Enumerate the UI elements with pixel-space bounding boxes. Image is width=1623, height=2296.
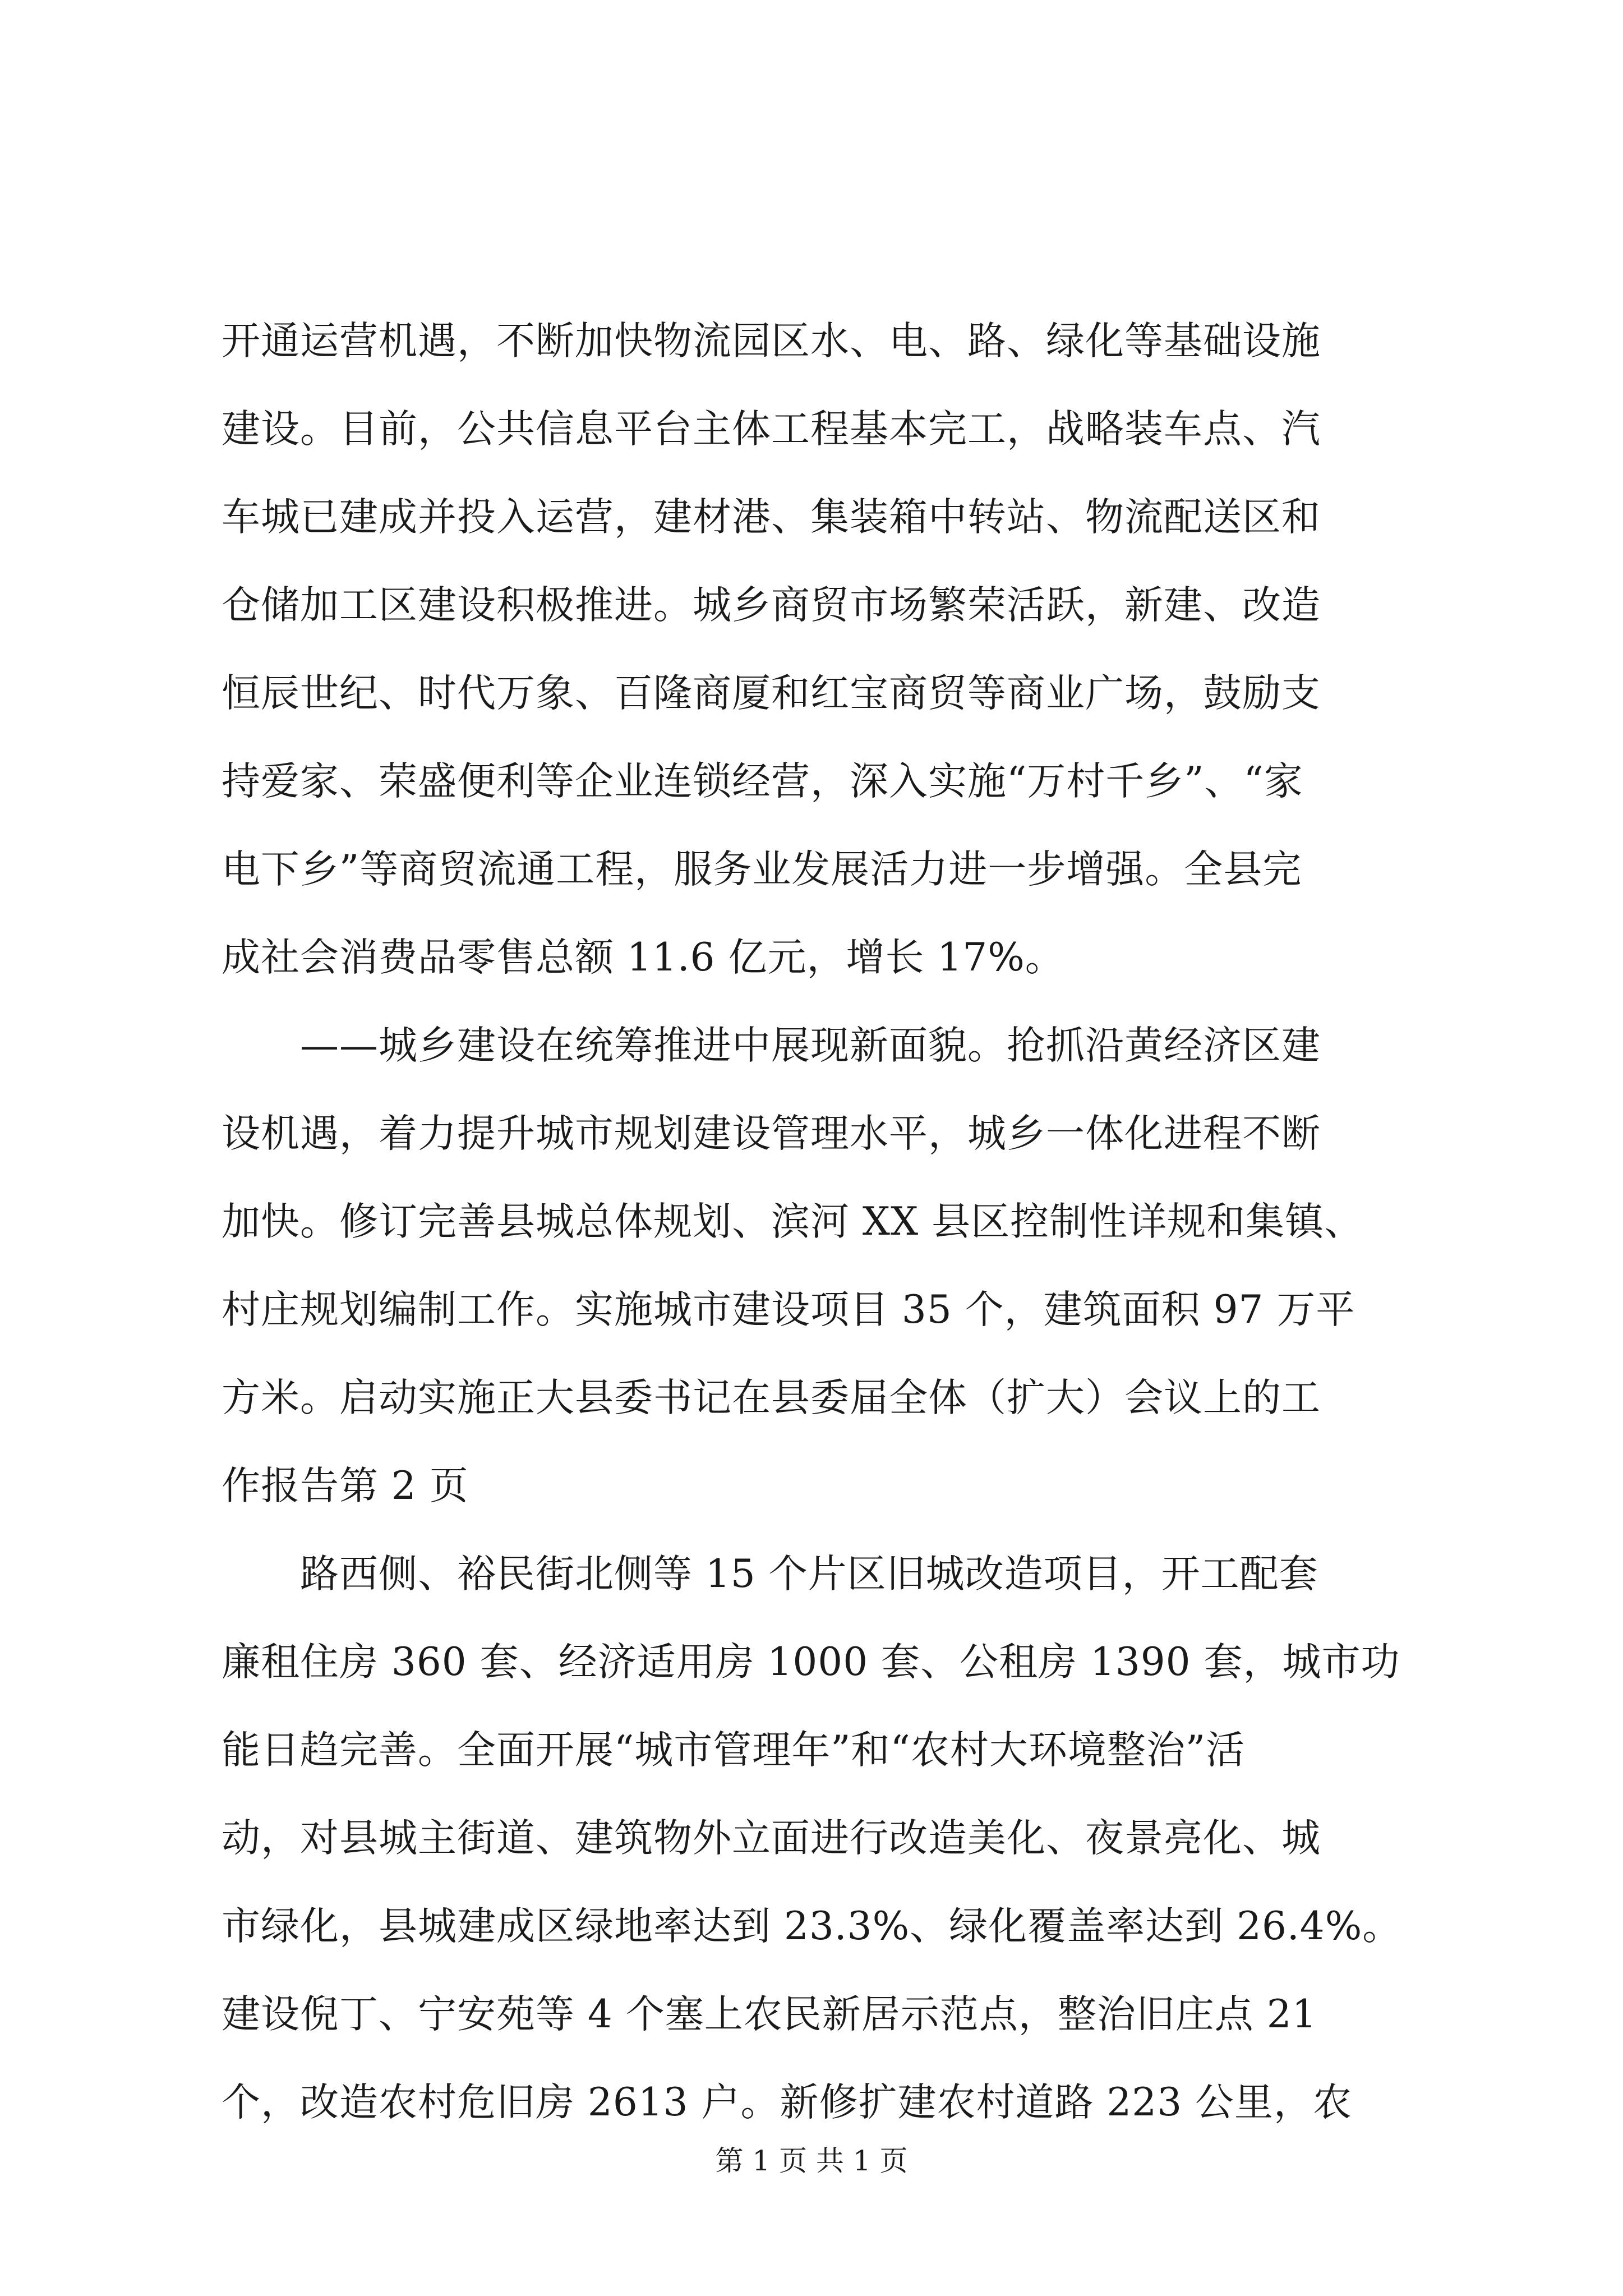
text-line: 设机遇，着力提升城市规划建设管理水平，城乡一体化进程不断	[222, 1111, 1321, 1156]
text-line: 市绿化，县城建成区绿地率达到 23.3%、绿化覆盖率达到 26.4%。	[222, 1904, 1402, 1949]
text-line: 建设。目前，公共信息平台主体工程基本完工，战略装车点、汽	[222, 407, 1321, 452]
text-line: 车城已建成并投入运营，建材港、集装箱中转站、物流配送区和	[222, 495, 1321, 540]
paragraph-start-line: 路西侧、裕民街北侧等 15 个片区旧城改造项目，开工配套	[300, 1552, 1318, 1596]
page-footer: 第 1 页 共 1 页	[715, 2145, 908, 2177]
text-line: 成社会消费品零售总额 11.6 亿元，增长 17%。	[222, 935, 1064, 980]
body-text	[222, 297, 1433, 2147]
text-line: 开通运营机遇，不断加快物流园区水、电、路、绿化等基础设施	[222, 319, 1321, 364]
text-line: 持爱家、荣盛便利等企业连锁经营，深入实施“万村千乡”、“家	[222, 759, 1303, 804]
text-line: 恒辰世纪、时代万象、百隆商厦和红宝商贸等商业广场，鼓励支	[222, 671, 1321, 716]
text-line: 方米。启动实施正大县委书记在县委届全体（扩大）会议上的工	[222, 1375, 1321, 1420]
text-line: 加快。修订完善县城总体规划、滨河 XX 县区控制性详规和集镇、	[222, 1199, 1364, 1244]
text-line: 建设倪丁、宁安苑等 4 个塞上农民新居示范点，整治旧庄点 21	[222, 1992, 1317, 2037]
text-line: 动，对县城主街道、建筑物外立面进行改造美化、夜景亮化、城	[222, 1816, 1321, 1861]
text-line: 能日趋完善。全面开展“城市管理年”和“农村大环境整治”活	[222, 1728, 1246, 1773]
text-line: 仓储加工区建设积极推进。城乡商贸市场繁荣活跃，新建、改造	[222, 583, 1321, 628]
paragraph-start-line: ——城乡建设在统筹推进中展现新面貌。抢抓沿黄经济区建	[300, 1023, 1321, 1068]
text-line: 村庄规划编制工作。实施城市建设项目 35 个，建筑面积 97 万平	[222, 1287, 1355, 1332]
text-line: 个，改造农村危旧房 2613 户。新修扩建农村道路 223 公里，农	[222, 2080, 1353, 2125]
text-line: 作报告第 2 页	[222, 1464, 469, 1508]
text-line: 电下乡”等商贸流通工程，服务业发展活力进一步增强。全县完	[222, 847, 1302, 892]
text-line: 廉租住房 360 套、经济适用房 1000 套、公租房 1390 套，城市功	[222, 1640, 1400, 1685]
